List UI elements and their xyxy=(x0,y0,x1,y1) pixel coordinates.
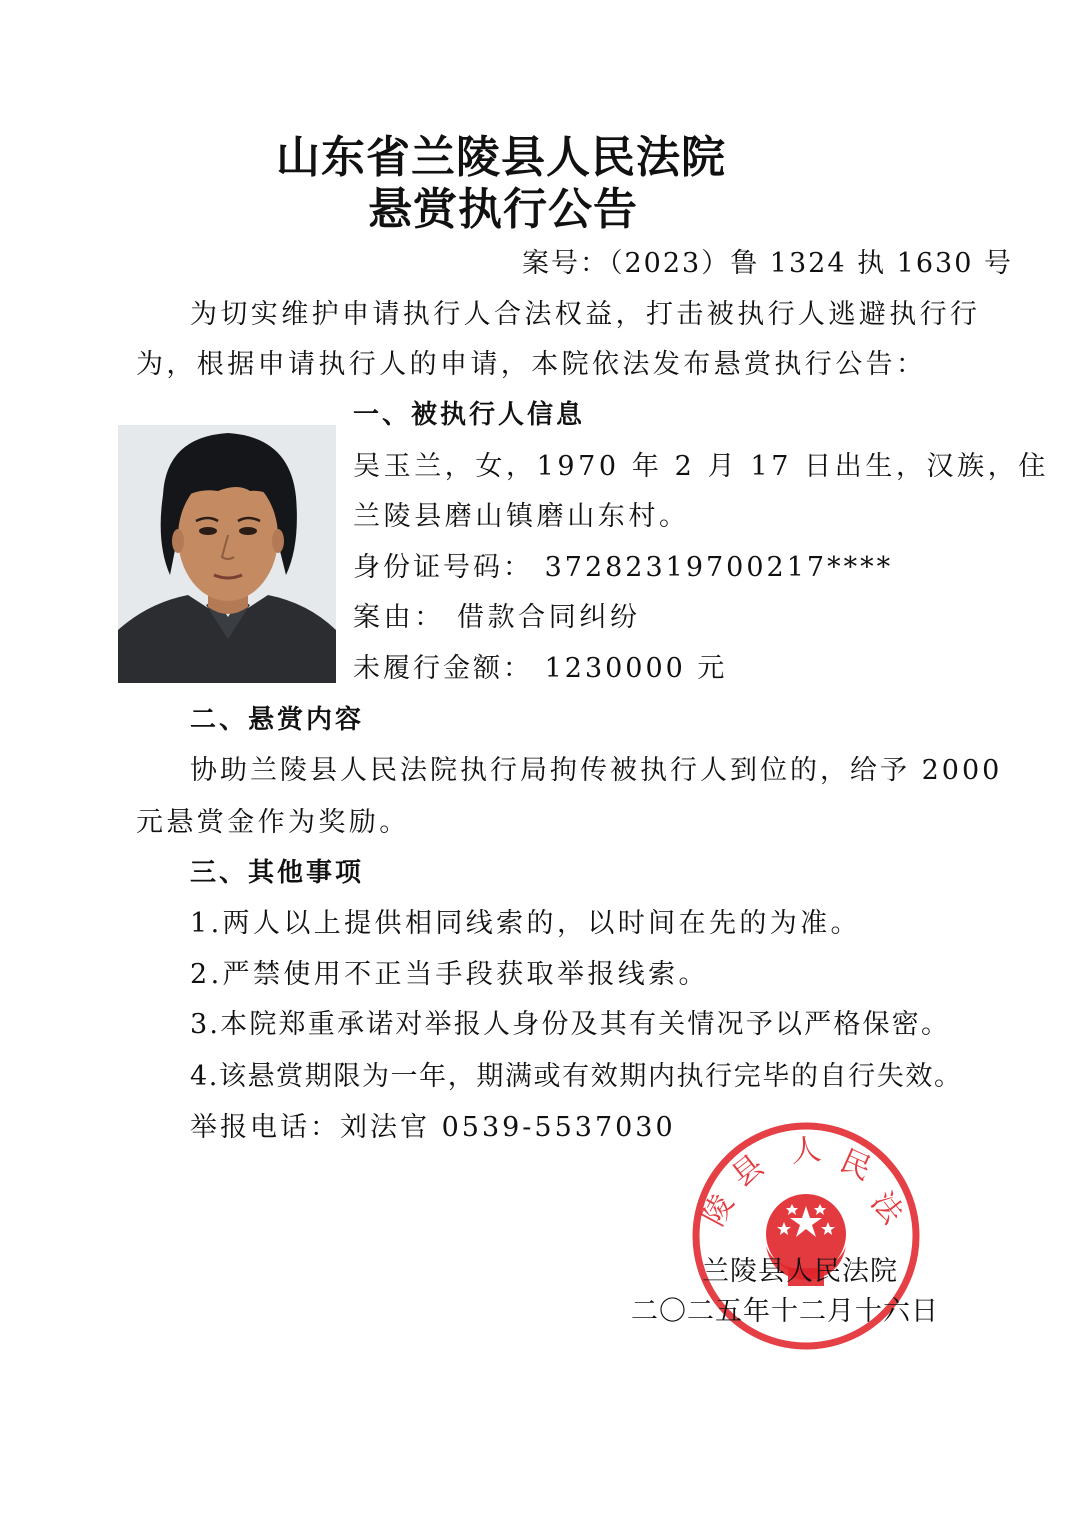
intro-line1: 为切实维护申请执行人合法权益，打击被执行人逃避执行行 xyxy=(190,299,981,330)
notice-title-line2: 悬赏执行公告 xyxy=(368,184,638,235)
svg-text:陵: 陵 xyxy=(696,1188,742,1232)
list-item: 3.本院郑重承诺对举报人身份及其有关情况予以严格保密。 xyxy=(190,1009,951,1040)
section1-heading: 一、被执行人信息 xyxy=(353,400,586,430)
person-info-line1: 吴玉兰，女，1970 年 2 月 17 日出生，汉族，住 xyxy=(353,451,1049,482)
report-hotline: 举报电话：刘法官 0539-5537030 xyxy=(190,1112,676,1143)
svg-text:法: 法 xyxy=(863,1185,910,1231)
notice-title-line1: 山东省兰陵县人民法院 xyxy=(276,132,726,183)
svg-text:民: 民 xyxy=(834,1143,877,1188)
person-info-line2: 兰陵县磨山镇磨山东村。 xyxy=(353,501,690,532)
svg-text:县: 县 xyxy=(725,1148,771,1195)
svg-text:人: 人 xyxy=(789,1132,823,1170)
reward-content-line1: 协助兰陵县人民法院执行局拘传被执行人到位的，给予 2000 xyxy=(190,755,1003,786)
person-photo xyxy=(118,425,336,683)
case-cause: 案由： 借款合同纠纷 xyxy=(353,602,641,633)
section2-heading: 二、悬赏内容 xyxy=(190,705,365,735)
list-item: 2.严禁使用不正当手段获取举报线索。 xyxy=(190,959,709,990)
signing-date: 二〇二五年十二月十六日 xyxy=(631,1296,939,1327)
id-number: 身份证号码： 37282319700217**** xyxy=(353,552,894,583)
list-item: 4.该悬赏期限为一年，期满或有效期内执行完毕的自行失效。 xyxy=(190,1061,963,1092)
list-item: 1.两人以上提供相同线索的，以时间在先的为准。 xyxy=(190,908,861,939)
reward-content-line2: 元悬赏金作为奖励。 xyxy=(136,807,410,838)
unpaid-amount: 未履行金额： 1230000 元 xyxy=(353,653,728,684)
intro-line2: 为，根据申请执行人的申请，本院依法发布悬赏执行公告： xyxy=(136,349,927,380)
section3-heading: 三、其他事项 xyxy=(190,858,365,888)
case-number: 案号：（2023）鲁 1324 执 1630 号 xyxy=(522,248,1013,279)
signing-court: 兰陵县人民法院 xyxy=(702,1256,898,1287)
